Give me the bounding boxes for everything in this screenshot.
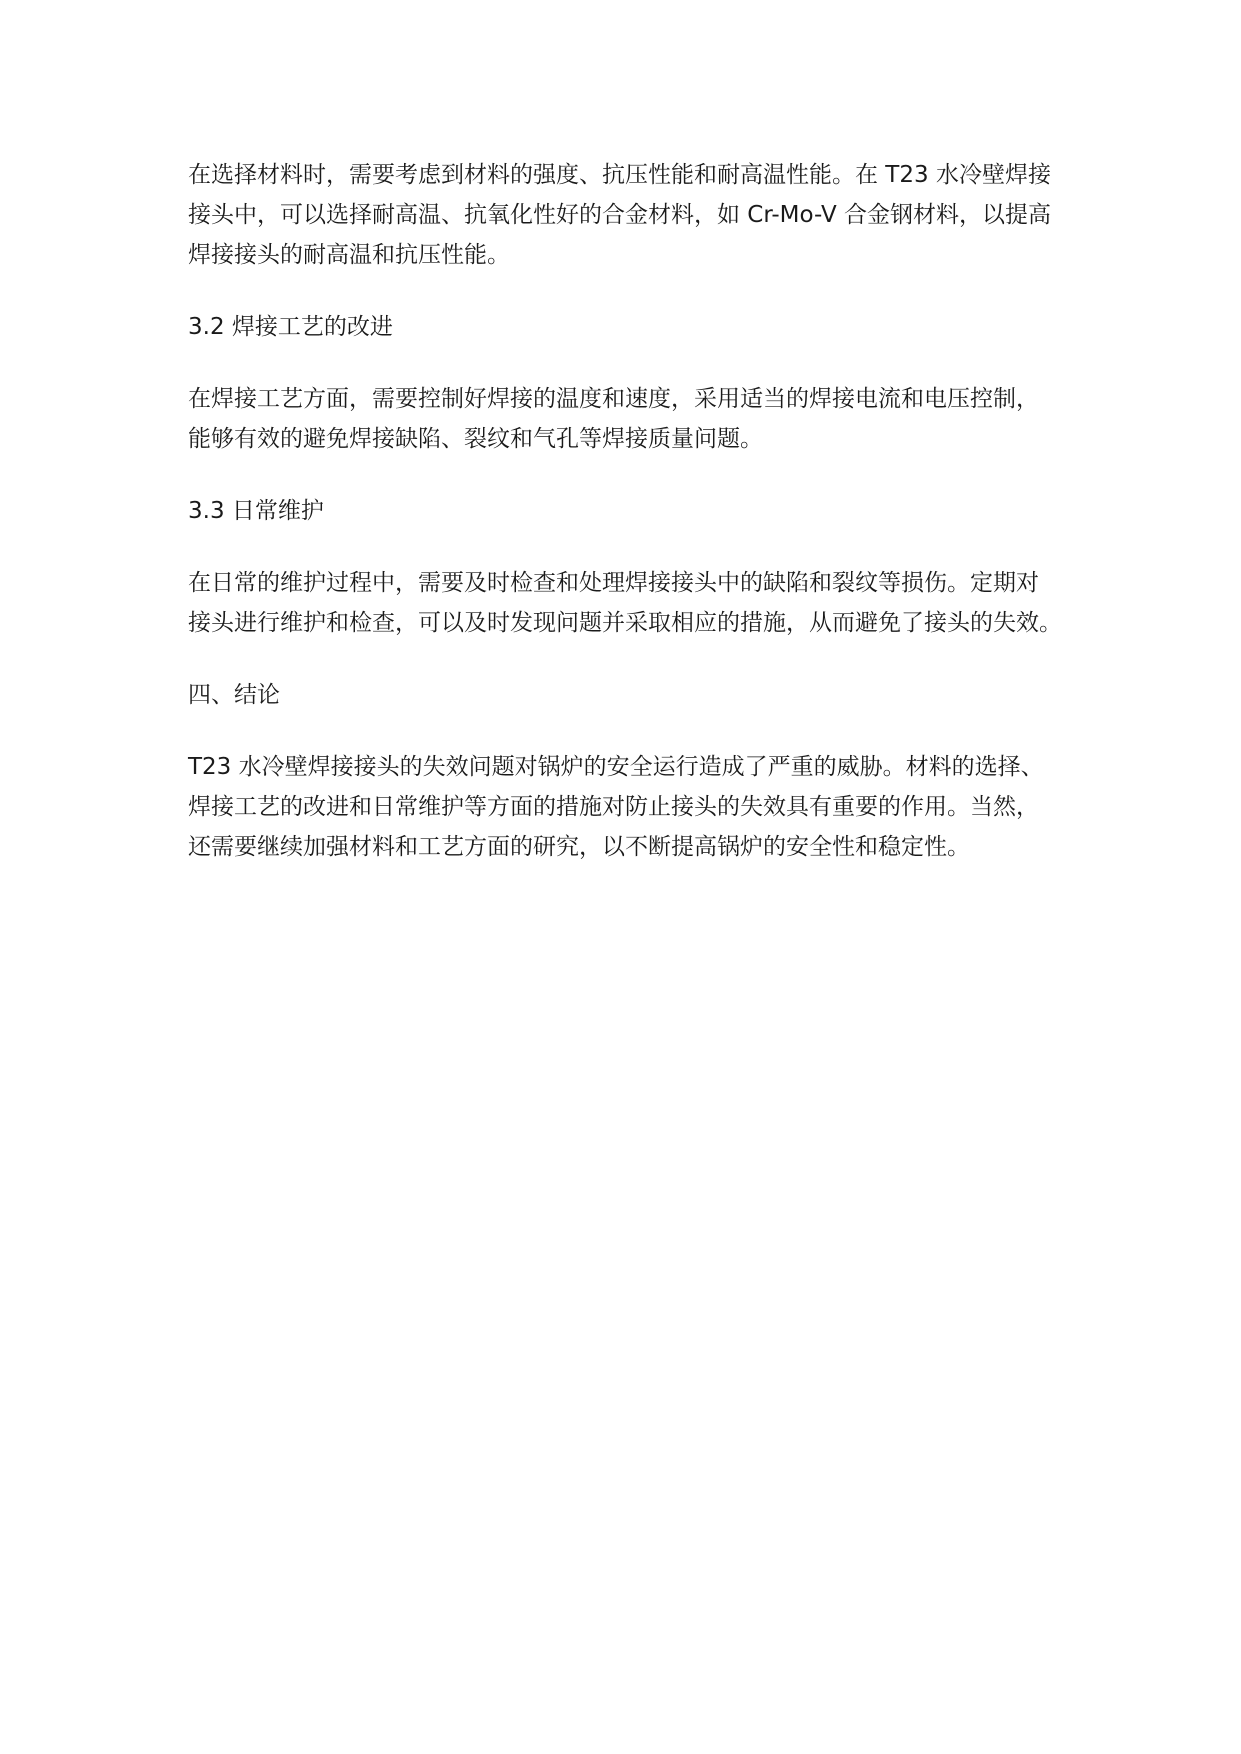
text-line: 接头进行维护和检查，可以及时发现问题并采取相应的措施，从而避免了接头的失效。: [188, 610, 1062, 636]
paragraph-daily-maintenance: [188, 563, 1088, 643]
paragraph-welding-process: [188, 379, 1088, 459]
section-heading-3-3: 3.3 日常维护: [188, 498, 324, 524]
text-line: 在选择材料时，需要考虑到材料的强度、抗压性能和耐高温性能。在 T23 水冷壁焊接: [188, 162, 1051, 188]
text-line: T23 水冷壁焊接接头的失效问题对锅炉的安全运行造成了严重的威胁。材料的选择、: [188, 754, 1044, 780]
text-line: 接头中，可以选择耐高温、抗氧化性好的合金材料，如 Cr-Mo-V 合金钢材料，以提高: [188, 202, 1051, 228]
paragraph-material-selection: [188, 155, 1088, 275]
text-line: 在焊接工艺方面，需要控制好焊接的温度和速度，采用适当的焊接电流和电压控制，: [188, 386, 1039, 412]
document-body: [188, 155, 1088, 867]
paragraph-conclusion: [188, 747, 1088, 867]
text-line: 还需要继续加强材料和工艺方面的研究，以不断提高锅炉的安全性和稳定性。: [188, 834, 970, 860]
text-line: 在日常的维护过程中，需要及时检查和处理焊接接头中的缺陷和裂纹等损伤。定期对: [188, 570, 1039, 596]
text-line: 能够有效的避免焊接缺陷、裂纹和气孔等焊接质量问题。: [188, 426, 763, 452]
text-line: 焊接工艺的改进和日常维护等方面的措施对防止接头的失效具有重要的作用。当然，: [188, 794, 1039, 820]
section-heading-3-2: 3.2 焊接工艺的改进: [188, 314, 393, 340]
text-line: 焊接接头的耐高温和抗压性能。: [188, 242, 510, 268]
section-heading-4: 四、结论: [188, 682, 280, 708]
